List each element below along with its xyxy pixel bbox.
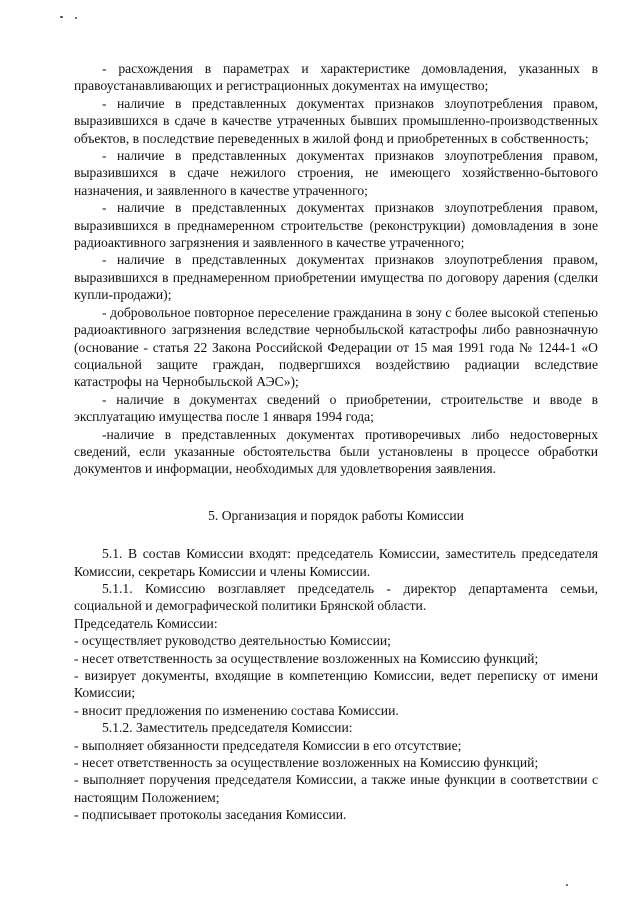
list-item: - визирует документы, входящие в компетенцию Комиссии, ведет переписку от имени Комиссии; (74, 668, 598, 701)
scan-speck (566, 884, 568, 886)
list-item: - наличие в представленных документах признаков злоупотребления правом, выразившихся в сдаче в качестве утраченных бывших промышленно-производственных объектов, в последствие переведенных в жилой фонд и приобретенных в собственность; (74, 95, 598, 146)
list-item: - выполняет обязанности председателя Комиссии в его отсутствие; (74, 737, 462, 753)
list-item: - вносит предложения по изменению состава Комиссии. (74, 702, 399, 718)
paragraph-5-1: 5.1. В состав Комиссии входят: председатель Комиссии, заместитель председателя Комиссии, секретарь Комиссии и члены Комиссии. (74, 546, 598, 579)
list-item: - осуществляет руководство деятельностью Комиссии; (74, 633, 391, 649)
list-item: - несет ответственность за осуществление возложенных на Комиссию функций; (74, 755, 539, 771)
list-item: - добровольное повторное переселение гражданина в зону с более высокой степенью радиоактивного загрязнения вследствие чернобыльской катастрофы либо равнозначную (основание - статья 22 Закона Российской Федерации от 15 мая 1991 года № 1244-1 «О социальной защите граждан, подвергшихся воздействию радиации вследствие катастрофы на Чернобыльской АЭС»); (74, 304, 598, 390)
list-item: - выполняет поручения председателя Комиссии, а также иные функции в соответствии с настоящим Положением; (74, 772, 598, 805)
list-item: - подписывает протоколы заседания Комиссии. (74, 807, 347, 823)
section-heading: 5. Организация и порядок работы Комиссии (208, 507, 464, 523)
list-item: - наличие в представленных документах признаков злоупотребления правом, выразившихся в сдаче нежилого строения, не имеющего хозяйственно-бытового назначения, и заявленного в качестве утраченного; (74, 148, 598, 198)
chair-label: Председатель Комиссии: (74, 615, 218, 631)
list-item: - несет ответственность за осуществление возложенных на Комиссию функций; (74, 650, 539, 666)
document-page (74, 60, 598, 824)
deputy-duties-list (74, 737, 598, 824)
restriction-list (74, 60, 598, 478)
list-item: - наличие в представленных документах признаков злоупотребления правом, выразившихся в преднамеренном приобретении имущества по договору дарения (сделки купли-продажи); (74, 252, 598, 303)
scan-speck (60, 16, 63, 18)
list-item: - наличие в документах сведений о приобретении, строительстве и вводе в эксплуатацию имущества после 1 января 1994 года; (74, 391, 598, 425)
paragraph-5-1-1: 5.1.1. Комиссию возглавляет председатель - директор департамента семьи, социальной и демографической политики Брянской области. (74, 580, 598, 614)
list-item: - расхождения в параметрах и характеристике домовладения, указанных в правоустанавливающих и регистрационных документах на имущество; (74, 61, 598, 94)
scan-speck (75, 17, 77, 19)
list-item: - наличие в представленных документах признаков злоупотребления правом, выразившихся в преднамеренном строительстве (реконструкции) домовладения в зоне радиоактивного загрязнения и заявленного в качестве утраченного; (74, 200, 598, 251)
paragraph-5-1-2: 5.1.2. Заместитель председателя Комиссии: (102, 720, 353, 736)
list-item: -наличие в представленных документах противоречивых либо недостоверных сведений, если указанные обстоятельства были установлены в процессе обработки документов и информации, необходимых для удовлетворения заявления. (74, 426, 598, 477)
chair-duties-list (74, 632, 598, 719)
